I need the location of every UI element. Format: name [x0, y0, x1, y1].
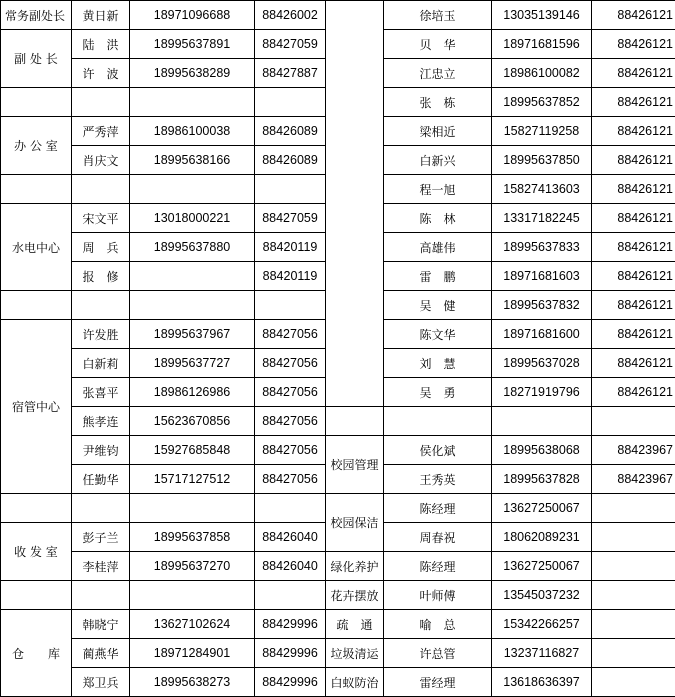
person-name: 王秀英	[384, 465, 492, 494]
mobile-number: 13018000221	[130, 204, 255, 233]
person-name	[72, 494, 130, 523]
department-cell: 办 公 室	[1, 117, 72, 175]
office-phone: 88426121	[592, 262, 675, 291]
department-cell: 疏 通	[326, 610, 384, 639]
office-phone	[255, 494, 326, 523]
office-phone	[592, 581, 675, 610]
department-cell	[326, 1, 384, 407]
office-phone	[592, 552, 675, 581]
mobile-number: 18995637028	[492, 349, 592, 378]
mobile-number: 18971284901	[130, 639, 255, 668]
office-phone: 88426040	[255, 552, 326, 581]
office-phone: 88426121	[592, 117, 675, 146]
office-phone: 88426121	[592, 146, 675, 175]
office-phone	[592, 610, 675, 639]
table-row	[1, 407, 675, 436]
department-cell: 宿管中心	[1, 320, 72, 494]
mobile-number: 18995637832	[492, 291, 592, 320]
person-name: 白新莉	[72, 349, 130, 378]
mobile-number: 15717127512	[130, 465, 255, 494]
mobile-number: 15927685848	[130, 436, 255, 465]
office-phone: 88426002	[255, 1, 326, 30]
department-cell: 垃圾清运	[326, 639, 384, 668]
office-phone: 88423967	[592, 465, 675, 494]
person-name: 周 兵	[72, 233, 130, 262]
person-name: 陈文华	[384, 320, 492, 349]
office-phone	[592, 668, 675, 697]
mobile-number: 15827413603	[492, 175, 592, 204]
person-name: 雷经理	[384, 668, 492, 697]
mobile-number: 18986100038	[130, 117, 255, 146]
person-name: 雷 鹏	[384, 262, 492, 291]
person-name: 江忠立	[384, 59, 492, 88]
mobile-number: 18995637967	[130, 320, 255, 349]
mobile-number: 18995638273	[130, 668, 255, 697]
contact-table-body	[1, 1, 675, 697]
person-name: 任勤华	[72, 465, 130, 494]
table-row	[1, 1, 675, 30]
office-phone: 88423967	[592, 436, 675, 465]
office-phone	[255, 291, 326, 320]
person-name: 严秀萍	[72, 117, 130, 146]
person-name: 郑卫兵	[72, 668, 130, 697]
office-phone: 88427059	[255, 30, 326, 59]
office-phone: 88426121	[592, 204, 675, 233]
office-phone: 88429996	[255, 668, 326, 697]
person-name: 许发胜	[72, 320, 130, 349]
table-row	[1, 639, 675, 668]
office-phone: 88426121	[592, 30, 675, 59]
person-name: 吴 勇	[384, 378, 492, 407]
person-name: 陈 林	[384, 204, 492, 233]
department-cell: 仓 库	[1, 610, 72, 697]
mobile-number: 18995638166	[130, 146, 255, 175]
person-name	[72, 88, 130, 117]
department-cell: 收 发 室	[1, 523, 72, 581]
mobile-number	[130, 175, 255, 204]
table-row	[1, 494, 675, 523]
department-cell: 绿化养护	[326, 552, 384, 581]
office-phone: 88426121	[592, 59, 675, 88]
mobile-number: 18971096688	[130, 1, 255, 30]
person-name	[72, 581, 130, 610]
office-phone: 88426121	[592, 88, 675, 117]
office-phone: 88426121	[592, 349, 675, 378]
person-name: 侯化斌	[384, 436, 492, 465]
office-phone: 88426040	[255, 523, 326, 552]
table-row	[1, 436, 675, 465]
person-name: 叶师傅	[384, 581, 492, 610]
department-cell: 常务副处长	[1, 1, 72, 30]
office-phone: 88426121	[592, 320, 675, 349]
mobile-number: 18986126986	[130, 378, 255, 407]
mobile-number: 15342266257	[492, 610, 592, 639]
person-name: 徐培玉	[384, 1, 492, 30]
person-name: 黄日新	[72, 1, 130, 30]
mobile-number: 18995637852	[492, 88, 592, 117]
office-phone: 88426121	[592, 378, 675, 407]
mobile-number: 18995637880	[130, 233, 255, 262]
mobile-number: 13317182245	[492, 204, 592, 233]
person-name: 彭子兰	[72, 523, 130, 552]
office-phone: 88429996	[255, 639, 326, 668]
office-phone: 88426121	[592, 1, 675, 30]
mobile-number: 18995637833	[492, 233, 592, 262]
office-phone: 88426121	[592, 291, 675, 320]
office-phone	[592, 407, 675, 436]
mobile-number	[130, 581, 255, 610]
mobile-number: 13545037232	[492, 581, 592, 610]
person-name: 许总管	[384, 639, 492, 668]
office-phone	[592, 639, 675, 668]
mobile-number: 18971681603	[492, 262, 592, 291]
mobile-number: 18995637858	[130, 523, 255, 552]
department-cell: 校园保洁	[326, 494, 384, 552]
office-phone: 88427056	[255, 349, 326, 378]
mobile-number: 18971681596	[492, 30, 592, 59]
table-row	[1, 610, 675, 639]
mobile-number: 18995638068	[492, 436, 592, 465]
office-phone: 88427056	[255, 378, 326, 407]
office-phone: 88426121	[592, 233, 675, 262]
mobile-number: 18995637891	[130, 30, 255, 59]
mobile-number: 13035139146	[492, 1, 592, 30]
mobile-number: 13627250067	[492, 494, 592, 523]
office-phone: 88427056	[255, 436, 326, 465]
mobile-number	[130, 291, 255, 320]
person-name: 熊孝连	[72, 407, 130, 436]
department-cell: 校园管理	[326, 436, 384, 494]
office-phone: 88420119	[255, 262, 326, 291]
person-name	[384, 407, 492, 436]
mobile-number: 13237116827	[492, 639, 592, 668]
person-name: 白新兴	[384, 146, 492, 175]
table-row	[1, 552, 675, 581]
office-phone	[255, 88, 326, 117]
person-name: 张 栋	[384, 88, 492, 117]
department-cell: 副 处 长	[1, 30, 72, 88]
department-cell	[1, 581, 72, 610]
office-phone: 88426121	[592, 175, 675, 204]
person-name: 许 波	[72, 59, 130, 88]
mobile-number: 18995637828	[492, 465, 592, 494]
person-name: 陈经理	[384, 552, 492, 581]
person-name: 程一旭	[384, 175, 492, 204]
mobile-number: 18971681600	[492, 320, 592, 349]
mobile-number: 18995638289	[130, 59, 255, 88]
department-cell	[1, 175, 72, 204]
office-phone: 88429996	[255, 610, 326, 639]
office-phone: 88427059	[255, 204, 326, 233]
mobile-number	[130, 494, 255, 523]
office-phone: 88427056	[255, 320, 326, 349]
table-row	[1, 668, 675, 697]
person-name: 尹维钧	[72, 436, 130, 465]
person-name: 周春祝	[384, 523, 492, 552]
office-phone	[255, 581, 326, 610]
office-phone: 88426089	[255, 117, 326, 146]
person-name: 宋文平	[72, 204, 130, 233]
person-name: 贝 华	[384, 30, 492, 59]
person-name: 梁相近	[384, 117, 492, 146]
person-name: 蔺燕华	[72, 639, 130, 668]
mobile-number: 18062089231	[492, 523, 592, 552]
mobile-number: 15827119258	[492, 117, 592, 146]
office-phone: 88427056	[255, 407, 326, 436]
mobile-number: 18271919796	[492, 378, 592, 407]
mobile-number: 13627102624	[130, 610, 255, 639]
mobile-number: 18995637850	[492, 146, 592, 175]
mobile-number: 18986100082	[492, 59, 592, 88]
mobile-number: 13618636397	[492, 668, 592, 697]
mobile-number: 18995637727	[130, 349, 255, 378]
person-name: 肖庆文	[72, 146, 130, 175]
person-name	[72, 175, 130, 204]
office-phone: 88420119	[255, 233, 326, 262]
department-cell	[1, 291, 72, 320]
person-name: 报 修	[72, 262, 130, 291]
office-phone	[592, 494, 675, 523]
person-name: 陈经理	[384, 494, 492, 523]
table-row	[1, 581, 675, 610]
department-cell	[1, 88, 72, 117]
office-phone: 88427056	[255, 465, 326, 494]
department-cell: 水电中心	[1, 204, 72, 291]
person-name: 吴 健	[384, 291, 492, 320]
mobile-number: 18995637270	[130, 552, 255, 581]
department-cell	[326, 407, 384, 436]
mobile-number	[130, 262, 255, 291]
person-name: 高雄伟	[384, 233, 492, 262]
mobile-number	[130, 88, 255, 117]
mobile-number: 13627250067	[492, 552, 592, 581]
mobile-number: 15623670856	[130, 407, 255, 436]
office-phone	[255, 175, 326, 204]
department-cell: 花卉摆放	[326, 581, 384, 610]
office-phone: 88427887	[255, 59, 326, 88]
person-name	[72, 291, 130, 320]
person-name: 韩晓宁	[72, 610, 130, 639]
office-phone: 88426089	[255, 146, 326, 175]
person-name: 刘 慧	[384, 349, 492, 378]
person-name: 张喜平	[72, 378, 130, 407]
person-name: 喻 总	[384, 610, 492, 639]
office-phone	[592, 523, 675, 552]
person-name: 李桂萍	[72, 552, 130, 581]
mobile-number	[492, 407, 592, 436]
person-name: 陆 洪	[72, 30, 130, 59]
department-cell: 白蚁防治	[326, 668, 384, 697]
department-cell	[1, 494, 72, 523]
